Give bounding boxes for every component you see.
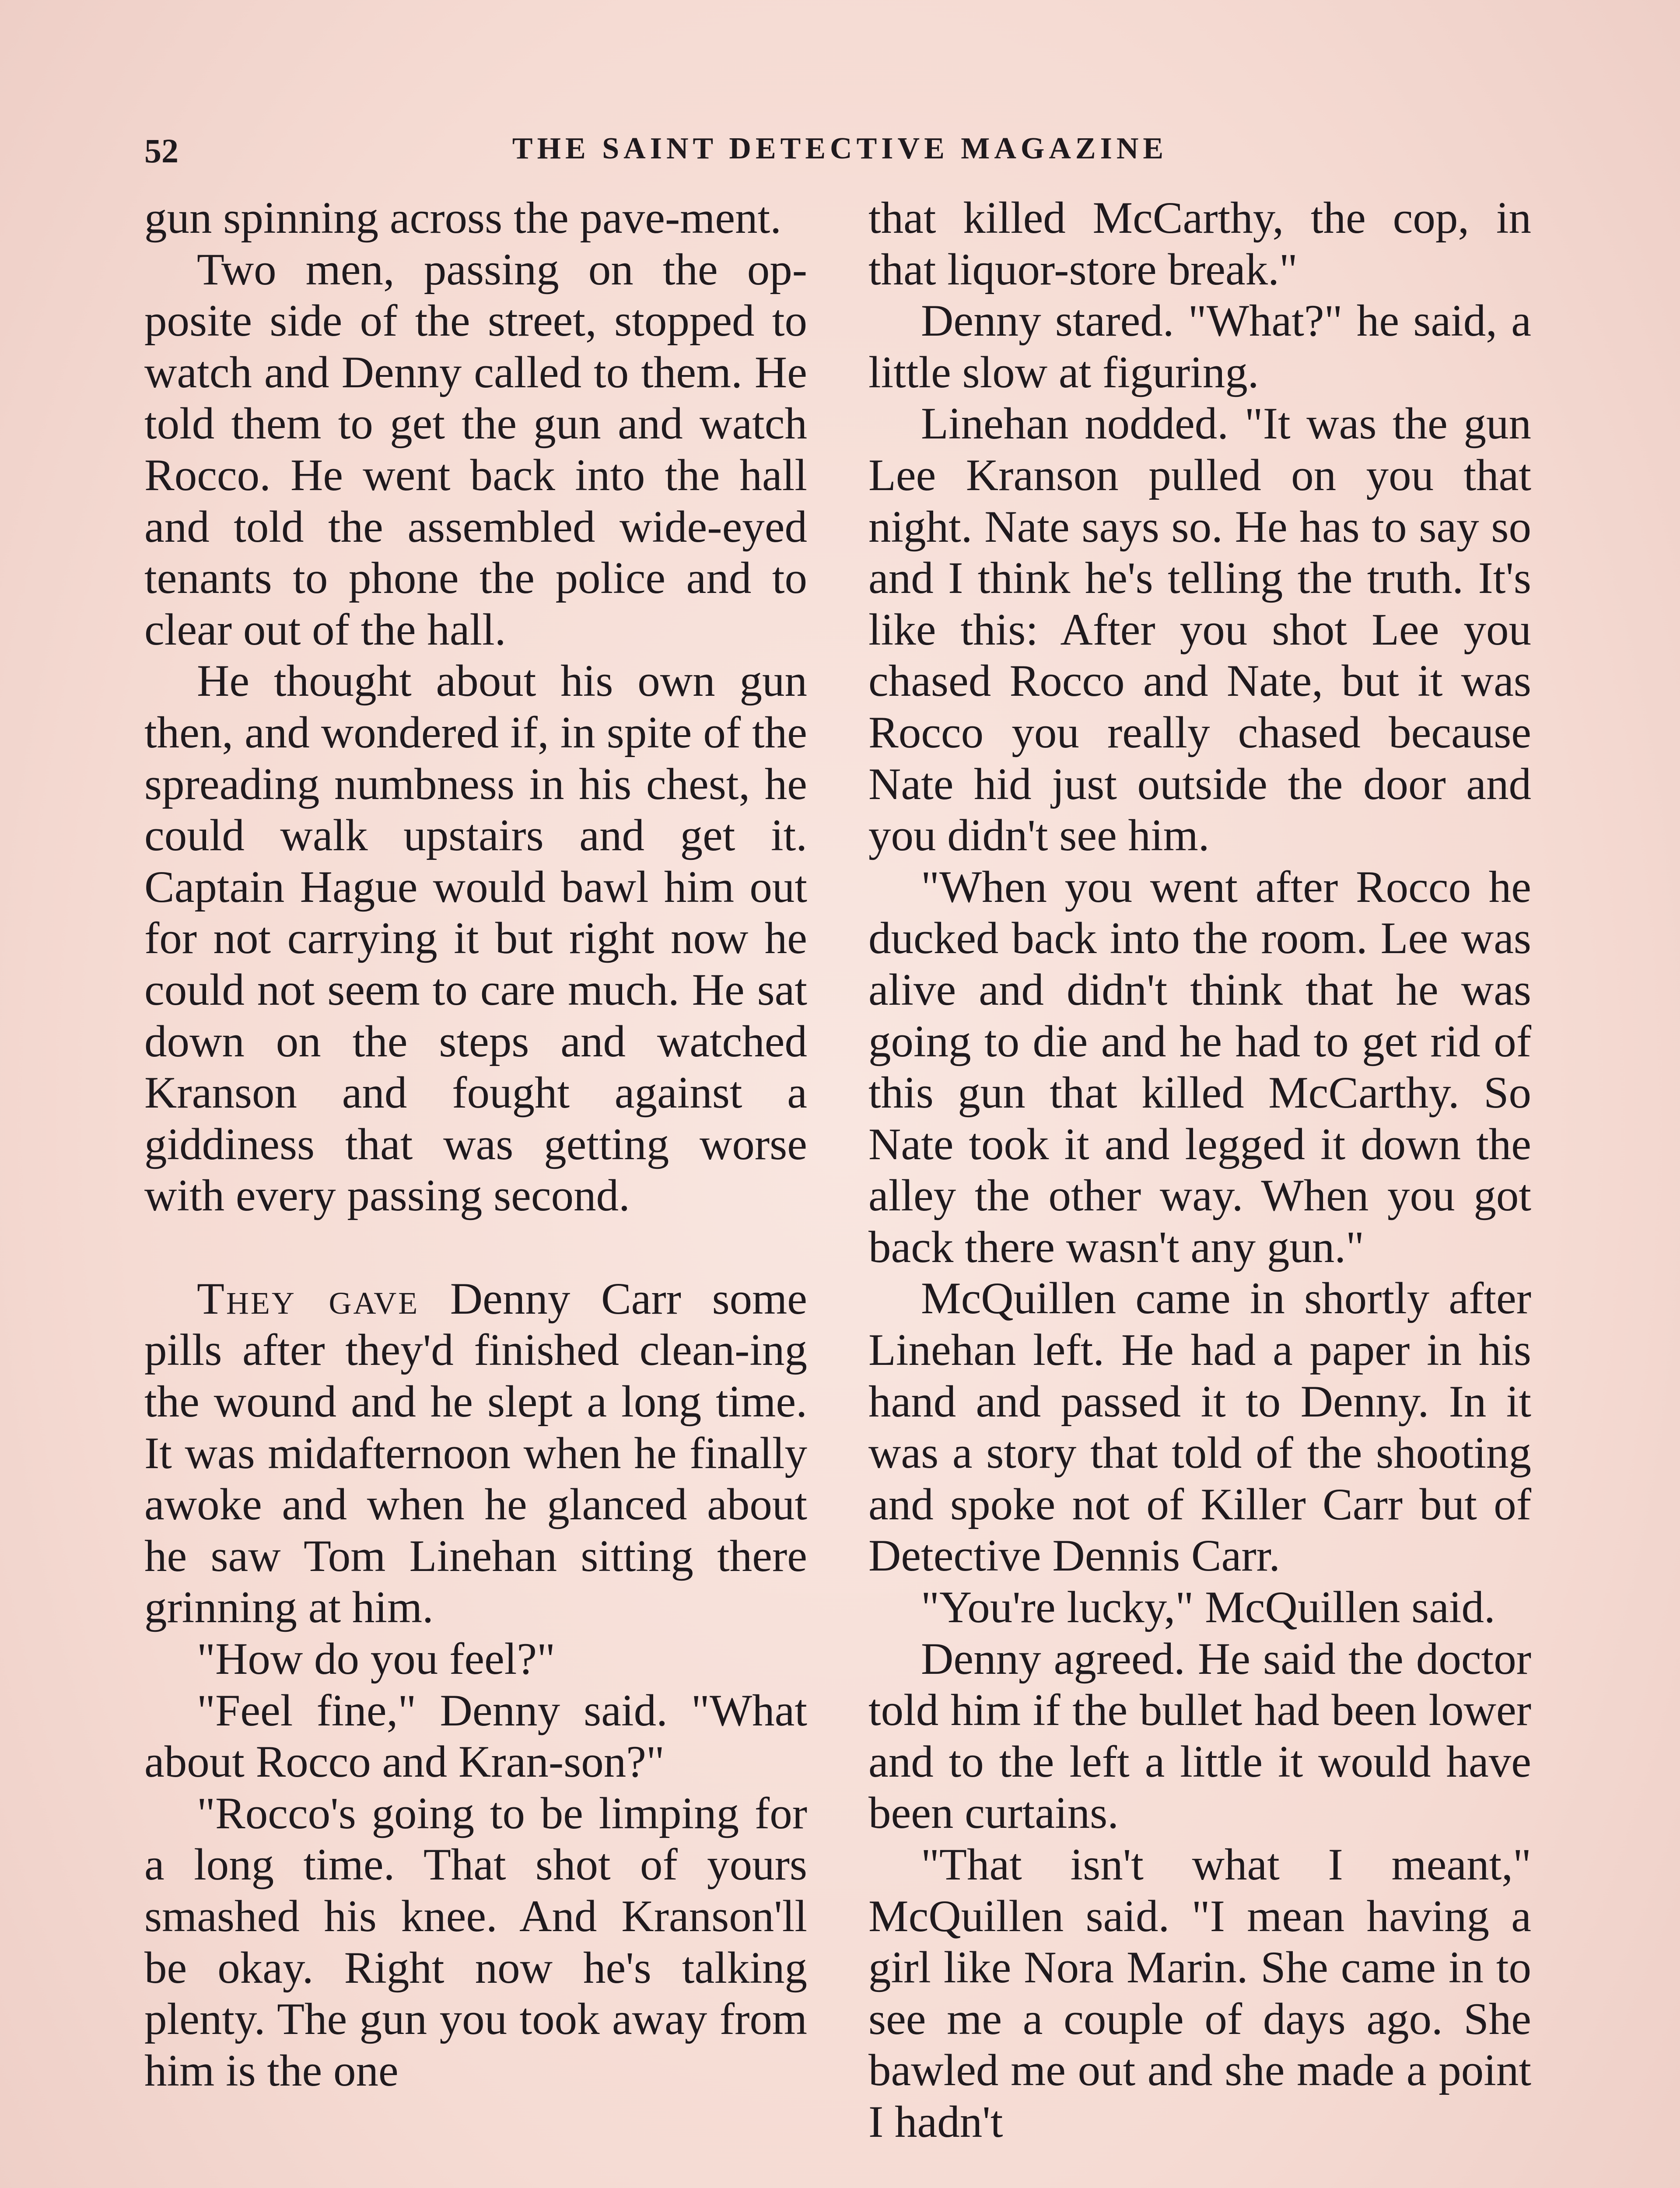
paragraph: [144, 193, 807, 244]
paragraph-text: "You're lucky," McQuillen said.: [921, 1582, 1495, 1633]
paragraph-text: Denny stared. "What?" he said, a little slow at figuring.: [868, 296, 1531, 397]
paragraph-text: "When you went after Rocco he ducked back into the room. Lee was alive and didn't think that he was going to die and he had to get rid of this gun that killed McCarthy. So Nate took it and legged it down the alley the other way. When you got back there wasn't any gun.": [868, 862, 1531, 1272]
page-number: 52: [144, 132, 178, 170]
paragraph-text: He thought about his own gun then, and wondered if, in spite of the spreading numbness in his chest, he could walk upstairs and get it. Captain Hague would bawl him out for not carrying it but right now he could not seem to care much. He sat down on the steps and watched Kranson and fought against a giddiness that was getting worse with every passing second.: [144, 656, 807, 1221]
paragraph: [868, 1839, 1531, 2148]
paragraph-text: "Feel fine," Denny said. "What about Rocco and Kran-son?": [144, 1685, 807, 1787]
paragraph: [868, 1273, 1531, 1582]
paragraph-text: gun spinning across the pave-ment.: [144, 193, 781, 243]
paragraph: [868, 1582, 1531, 1634]
paragraph: [868, 398, 1531, 861]
paragraph: [144, 1273, 807, 1634]
paragraph: [144, 244, 807, 656]
paragraph-text: "How do you feel?": [197, 1634, 556, 1684]
paragraph: [868, 862, 1531, 1273]
paragraph: [144, 1634, 807, 1685]
paragraph-text: "That isn't what I meant," McQuillen said. "I mean having a girl like Nora Marin. She came in to see me a couple of days ago. She bawled me out and she made a point I hadn't: [868, 1840, 1531, 2147]
paragraph-text: "Rocco's going to be limping for a long time. That shot of yours smashed his knee. And Kranson'll be okay. Right now he's talking plenty. The gun you took away from him is the one: [144, 1788, 807, 2096]
paragraph: [868, 1634, 1531, 1839]
section-break: [144, 1222, 807, 1273]
running-title: THE SAINT DETECTIVE MAGAZINE: [512, 132, 1168, 165]
page-header: [144, 131, 1536, 179]
paragraph: [144, 1788, 807, 2097]
paragraph: [144, 1685, 807, 1788]
paragraph-text: Denny Carr some pills after they'd finished clean-ing the wound and he slept a long time. It was midafternoon when he finally awoke and when he glanced about he saw Tom Linehan sitting there grinning at him.: [144, 1273, 807, 1633]
paragraph-text: that killed McCarthy, the cop, in that liquor-store break.": [868, 193, 1531, 295]
section-lead-in: They gave: [197, 1273, 420, 1324]
paragraph: [868, 193, 1531, 295]
paragraph: [868, 295, 1531, 398]
right-text-column: [868, 193, 1531, 2148]
paragraph-text: Two men, passing on the op-posite side of the street, stopped to watch and Denny called to them. He told them to get the gun and watch Rocco. He went back into the hall and told the assembled wide-eyed tenants to phone the police and to clear out of the hall.: [144, 244, 807, 655]
paragraph-text: McQuillen came in shortly after Linehan left. He had a paper in his hand and passed it to Denny. In it was a story that told of the shooting and spoke not of Killer Carr but of Detective Dennis Carr.: [868, 1273, 1531, 1581]
paragraph-text: Denny agreed. He said the doctor told him if the bullet had been lower and to the left a little it would have been curtains.: [868, 1634, 1531, 1838]
left-text-column: [144, 193, 807, 2097]
paragraph: [144, 656, 807, 1222]
paragraph-text: Linehan nodded. "It was the gun Lee Kranson pulled on you that night. Nate says so. He has to say so and I think he's telling the truth. It's like this: After you shot Lee you chased Rocco and Nate, but it was Rocco you really chased because Nate hid just outside the door and you didn't see him.: [868, 399, 1531, 861]
